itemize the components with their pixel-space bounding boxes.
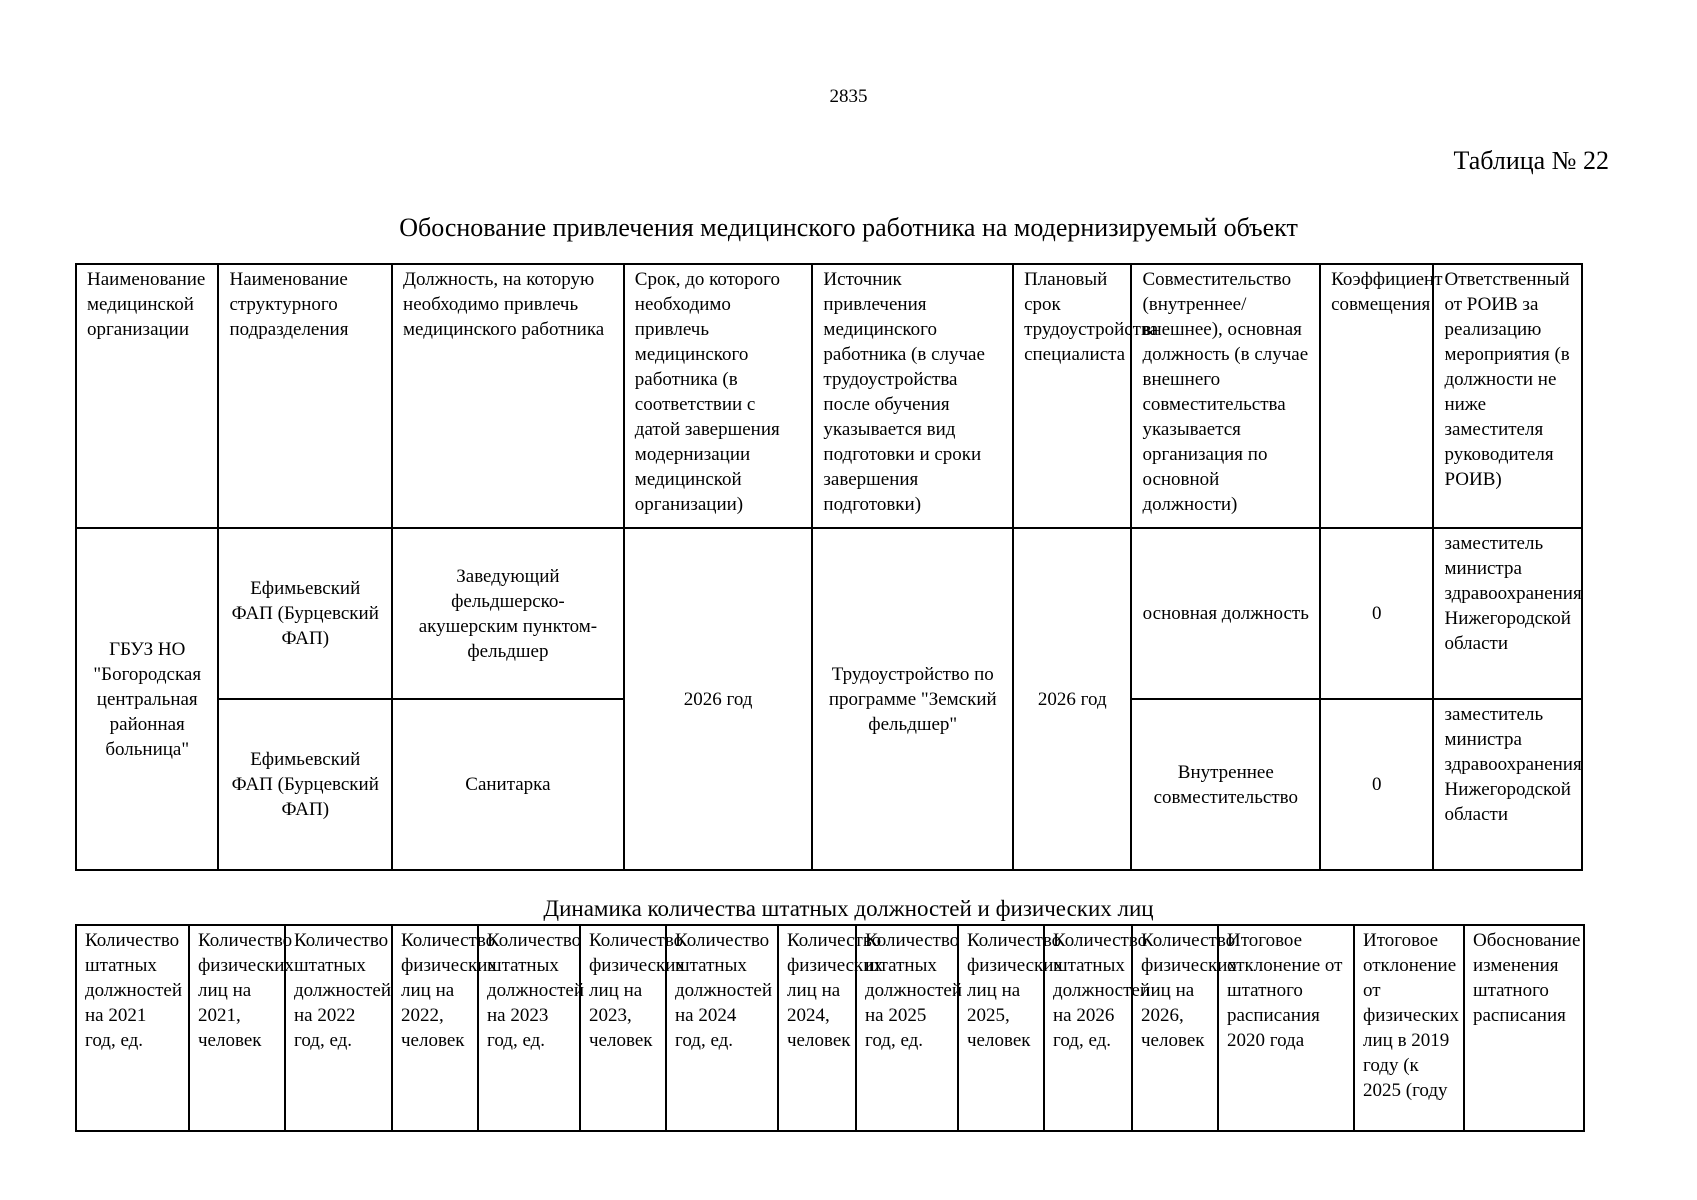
header-cell: Количество штатных должностей на 2021 год, ед.	[76, 925, 189, 1131]
header-cell: Количество физических лиц на 2025, человек	[958, 925, 1044, 1131]
responsible-cell: заместитель министра здравоохранения Нижегородской области	[1433, 699, 1582, 870]
header-cell: Количество физических лиц на 2022, человек	[392, 925, 478, 1131]
header-cell: Ответственный от РОИВ за реализацию мероприятия (в должности не ниже заместителя руководителя РОИВ)	[1433, 264, 1582, 528]
header-cell: Количество физических лиц на 2026, человек	[1132, 925, 1218, 1131]
header-cell: Количество штатных должностей на 2022 год, ед.	[285, 925, 392, 1131]
header-cell: Количество физических лиц на 2023, человек	[580, 925, 666, 1131]
header-cell: Плановый срок трудоустройства специалиста	[1013, 264, 1131, 528]
dynamics-title: Динамика количества штатных должностей и физических лиц	[543, 896, 1154, 921]
deadline-cell: 2026 год	[624, 528, 813, 870]
coefficient-cell: 0	[1320, 699, 1433, 870]
header-cell: Совместительство (внутреннее/внешнее), основная должность (в случае внешнего совместительства указывается организация по основной должности)	[1131, 264, 1320, 528]
position-cell: Санитарка	[392, 699, 624, 870]
header-cell: Итоговое отклонение от штатного расписания 2020 года	[1218, 925, 1354, 1131]
combination-cell: основная должность	[1131, 528, 1320, 699]
table-header-row	[76, 264, 1582, 528]
table-header-row	[76, 925, 1584, 1131]
header-cell: Количество штатных должностей на 2024 год, ед.	[666, 925, 778, 1131]
source-cell: Трудоустройство по программе "Земский фельдшер"	[812, 528, 1013, 870]
header-cell: Количество физических лиц на 2021, человек	[189, 925, 285, 1131]
page-number: 2835	[829, 86, 868, 107]
position-cell: Заведующий фельдшерско-акушерским пунктом-фельдшер	[392, 528, 624, 699]
header-cell: Наименование структурного подразделения	[218, 264, 392, 528]
header-cell: Количество штатных должностей на 2026 год, ед.	[1044, 925, 1132, 1131]
header-cell: Количество физических лиц на 2024, человек	[778, 925, 856, 1131]
header-cell: Итоговое отклонение от физических лиц в 2019 году (к 2025 (году	[1354, 925, 1464, 1131]
header-cell: Наименование медицинской организации	[76, 264, 218, 528]
organization-cell: ГБУЗ НО "Богородская центральная районная больница"	[76, 528, 218, 870]
header-cell: Обоснование изменения штатного расписания	[1464, 925, 1584, 1131]
responsible-cell: заместитель министра здравоохранения Нижегородской области	[1433, 528, 1582, 699]
header-cell: Количество штатных должностей на 2025 год, ед.	[856, 925, 958, 1131]
header-cell: Количество штатных должностей на 2023 год, ед.	[478, 925, 580, 1131]
table-number: Таблица № 22	[1453, 146, 1609, 175]
header-cell: Источник привлечения медицинского работника (в случае трудоустройства после обучения указывается вид подготовки и сроки завершения подготовки)	[812, 264, 1013, 528]
dynamics-table	[75, 924, 1585, 1132]
header-cell: Должность, на которую необходимо привлечь медицинского работника	[392, 264, 624, 528]
planned-term-cell: 2026 год	[1013, 528, 1131, 870]
table-title: Обоснование привлечения медицинского работника на модернизируемый объект	[399, 213, 1298, 242]
subdivision-cell: Ефимьевский ФАП (Бурцевский ФАП)	[218, 528, 392, 699]
justification-table	[75, 263, 1583, 871]
table-row	[76, 528, 1582, 699]
subdivision-cell: Ефимьевский ФАП (Бурцевский ФАП)	[218, 699, 392, 870]
header-cell: Коэффициент совмещения	[1320, 264, 1433, 528]
header-cell: Срок, до которого необходимо привлечь медицинского работника (в соответствии с датой завершения модернизации медицинской организации)	[624, 264, 813, 528]
coefficient-cell: 0	[1320, 528, 1433, 699]
combination-cell: Внутреннее совместительство	[1131, 699, 1320, 870]
